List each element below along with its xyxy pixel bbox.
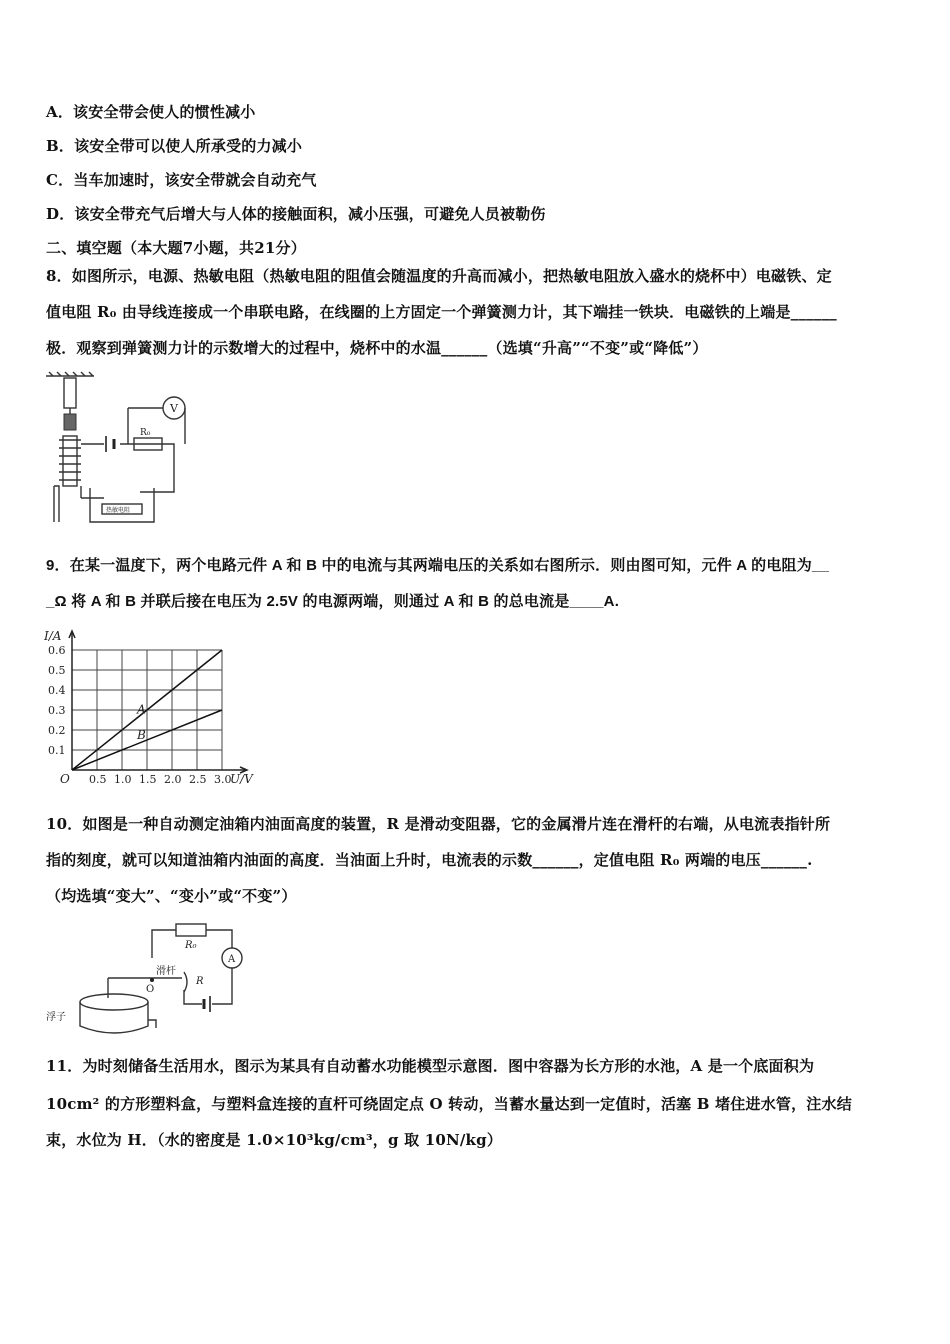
battery <box>106 436 114 452</box>
x-tick-label: 2.0 <box>164 773 182 786</box>
q8-line3: 极．观察到弹簧测力计的示数增大的过程中，烧杯中的水温______（选填“升高”“不变”或“降低”） <box>46 339 708 357</box>
y-tick-label: 0.3 <box>48 704 66 717</box>
resistor-label: R₀ <box>140 428 151 438</box>
q10-line2: 指的刻度，就可以知道油箱内油面的高度．当油面上升时，电流表的示数______，定值电阻 R₀ 两端的电压______. <box>46 851 813 869</box>
spring-scale <box>64 378 76 408</box>
r0-label: R₀ <box>185 940 197 951</box>
y-axis-label: I/A <box>44 629 62 643</box>
q10-line3: （均选填“变大”、“变小”或“不变”） <box>46 887 297 905</box>
option-b: B．该安全带可以使人所承受的力减小 <box>46 137 303 155</box>
q9-iv-chart <box>40 626 270 794</box>
q10-line1: 10．如图是一种自动测定油箱内油面高度的装置，R 是滑动变阻器，它的金属滑片连在滑杆的右端，从电流表指针所 <box>46 815 831 833</box>
series-label-b: B <box>137 727 146 742</box>
series-label-a: A <box>137 702 146 717</box>
q8-line1: 8．如图所示，电源、热敏电阻（热敏电阻的阻值会随温度的升高而减小，把热敏电阻放入盛水的烧杯中）电磁铁、定 <box>46 267 832 285</box>
electromagnet-coil <box>59 436 81 486</box>
option-c: C．当车加速时，该安全带就会自动充气 <box>46 171 317 189</box>
float-label: 浮子 <box>46 1012 66 1023</box>
q8-line2: 值电阻 R₀ 由导线连接成一个串联电路，在线圈的上方固定一个弹簧测力计，其下端挂一铁块．电磁铁的上端是______ <box>46 303 837 321</box>
q11-line2: 10cm² 的方形塑料盒，与塑料盒连接的直杆可绕固定点 O 转动，当蓄水量达到一定值时，活塞 B 堵住进水管，注水结 <box>46 1095 852 1113</box>
r0-resistor <box>176 924 206 936</box>
y-tick-label: 0.6 <box>48 644 66 657</box>
iron-block <box>64 414 76 430</box>
y-tick-label: 0.1 <box>48 744 66 757</box>
rod-label: 滑杆 <box>156 966 176 977</box>
x-tick-label: 1.5 <box>139 773 157 786</box>
q10-fuel-gauge-figure <box>44 920 254 1040</box>
thermistor-label: 热敏电阻 <box>106 507 131 514</box>
x-tick-label: 1.0 <box>114 773 132 786</box>
y-tick-label: 0.5 <box>48 664 66 677</box>
voltmeter-label: V <box>170 402 178 415</box>
x-tick-label: 3.0 <box>214 773 232 786</box>
oil-tank <box>80 994 148 1010</box>
q11-line1: 11．为时刻储备生活用水，图示为某具有自动蓄水功能模型示意图．图中容器为长方形的水池，A 是一个底面积为 <box>46 1057 815 1075</box>
q9-line2: _Ω 将 A 和 B 并联后接在电压为 2.5V 的电源两端，则通过 A 和 B 的总电流是____A. <box>46 593 620 610</box>
beaker <box>90 488 154 522</box>
x-tick-label: 0.5 <box>89 773 107 786</box>
q9-line1: 9．在某一温度下，两个电路元件 A 和 B 中的电流与其两端电压的关系如右图所示．则由图可知，元件 A 的电阻为__ <box>46 557 830 574</box>
ammeter-label: A <box>228 954 236 965</box>
sliding-resistor <box>184 972 187 992</box>
section-title: 二、填空题（本大题7小题，共21分） <box>46 239 306 257</box>
q11-line3: 束，水位为 H．（水的密度是 1.0×10³kg/cm³，g 取 10N/kg） <box>46 1131 503 1149</box>
y-tick-label: 0.2 <box>48 724 66 737</box>
option-a: A．该安全带会使人的惯性减小 <box>46 103 256 121</box>
x-tick-label: 2.5 <box>189 773 207 786</box>
option-d: D．该安全带充气后增大与人体的接触面积，减小压强，可避免人员被勒伤 <box>46 205 546 223</box>
q8-circuit-figure <box>44 372 194 532</box>
r-label: R <box>196 976 204 987</box>
pivot-label: O <box>146 984 155 995</box>
x-axis-label: U/V <box>230 772 253 786</box>
origin-label: O <box>60 772 70 786</box>
y-tick-label: 0.4 <box>48 684 66 697</box>
